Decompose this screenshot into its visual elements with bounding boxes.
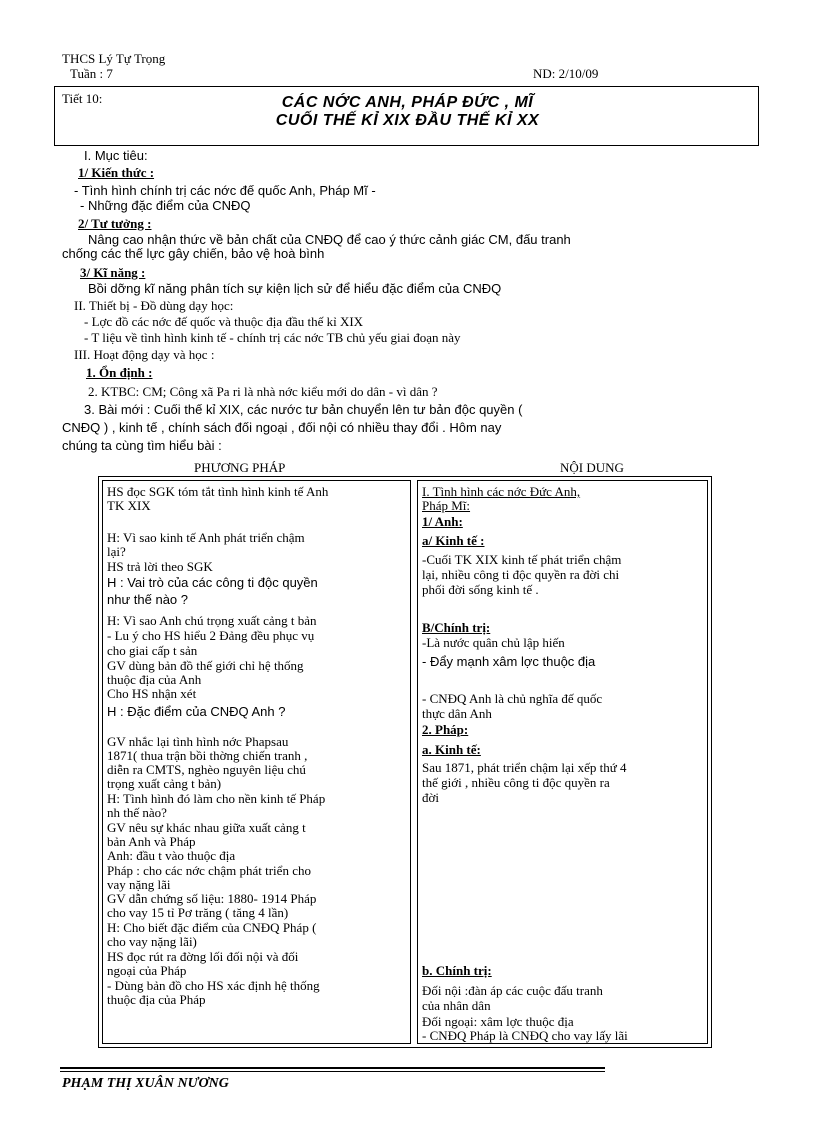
lesson-title-box: [54, 86, 759, 146]
content-line: 2. Pháp:: [422, 722, 469, 737]
intro-line: I. Mục tiêu:: [84, 148, 148, 163]
content-column: [417, 480, 708, 1044]
method-line: thuộc địa của Anh: [107, 672, 202, 687]
method-line: nh thế nào?: [107, 805, 167, 820]
intro-line: - Những đặc điểm của CNĐQ: [80, 198, 251, 213]
content-line: thế giới , nhiều công ti độc quyền ra: [422, 775, 610, 790]
intro-line: 3/ Kĩ năng :: [80, 265, 146, 280]
method-line: GV dùng bản đồ thế giới chỉ hệ thống: [107, 658, 304, 673]
method-line: H: Vì sao Anh chú trọng xuất cảng t bản: [107, 613, 317, 628]
method-line: H : Đặc điểm của CNĐQ Anh ?: [107, 704, 286, 719]
intro-line: II. Thiết bị - Đồ dùng dạy học:: [74, 298, 234, 313]
content-line: - Đẩy mạnh xâm lợc thuộc địa: [422, 654, 596, 669]
intro-line: - T liệu về tình hình kinh tế - chính trị các nớc TB chủ yếu giai đoạn này: [84, 330, 461, 345]
method-column: [102, 480, 411, 1044]
content-line: -Cuối TK XIX kinh tế phát triển chậm: [422, 552, 622, 567]
method-line: HS trả lời theo SGK: [107, 559, 213, 574]
content-line: - CNĐQ Anh là chủ nghĩa đế quốc: [422, 691, 603, 706]
method-line: như thế nào ?: [107, 592, 188, 607]
column-header-content: NỘI DUNG: [560, 460, 624, 475]
method-line: vay nặng lãi: [107, 877, 171, 892]
intro-line: 1/ Kiến thức :: [78, 165, 155, 180]
method-line: HS đọc SGK tóm tắt tình hình kinh tế Anh: [107, 484, 329, 499]
method-line: - Lu ý cho HS hiểu 2 Đảng đều phục vụ: [107, 628, 315, 643]
column-header-method: PHƯƠNG PHÁP: [194, 460, 286, 475]
method-line: cho giai cấp t sản: [107, 643, 198, 658]
method-line: diễn ra CMTS, nghèo nguyên liệu chú: [107, 762, 306, 777]
method-line: GV dẫn chứng số liệu: 1880- 1914 Pháp: [107, 891, 317, 906]
method-line: Pháp : cho các nớc chậm phát triển cho: [107, 863, 311, 878]
content-line: -Là nước quân chủ lập hiến: [422, 635, 565, 650]
content-line: B/Chính trị:: [422, 620, 491, 635]
method-line: GV nhắc lại tình hình nớc Phapsau: [107, 734, 289, 749]
lesson-number: Tiết 10:: [62, 91, 103, 106]
intro-line: chúng ta cùng tìm hiểu bài :: [62, 438, 222, 453]
lesson-table: [98, 476, 712, 1048]
intro-line: Bồi dỡng kĩ năng phân tích sự kiện lịch sử để hiểu đặc điểm của CNĐQ: [88, 281, 502, 296]
method-line: Cho HS nhận xét: [107, 686, 197, 701]
method-line: cho vay 15 tỉ Pơ trăng ( tăng 4 lần): [107, 905, 289, 920]
content-line: đời: [422, 790, 439, 805]
method-line: thuộc địa của Pháp: [107, 992, 206, 1007]
method-line: bản Anh và Pháp: [107, 834, 196, 849]
content-line: I. Tình hình các nớc Đức Anh,: [422, 484, 581, 499]
content-line: Đối ngoại: xâm lợc thuộc địa: [422, 1014, 574, 1029]
content-line: b. Chính trị:: [422, 963, 492, 978]
lesson-title-line2: CUỐI THẾ KỈ XIX ĐẦU THẾ KỈ XX: [275, 112, 540, 129]
intro-line: - Lợc đồ các nớc đế quốc và thuộc địa đầu thế kỉ XIX: [84, 314, 364, 329]
method-line: H: Cho biết đặc điểm của CNĐQ Pháp (: [107, 920, 317, 935]
intro-line: 1. Ổn định :: [86, 365, 153, 380]
intro-line: 3. Bài mới : Cuối thế kỉ XIX, các nước tư bản chuyển lên tư bản độc quyền (: [84, 402, 523, 417]
date-label: ND: 2/10/09: [533, 66, 599, 81]
method-line: trọng xuất cảng t bản): [107, 776, 222, 791]
method-line: - Dùng bản đồ cho HS xác định hệ thống: [107, 978, 320, 993]
content-line: Pháp Mĩ:: [422, 498, 471, 513]
footer-rule: [60, 1067, 605, 1069]
method-line: H: Tình hình đó làm cho nền kinh tế Pháp: [107, 791, 326, 806]
method-line: H : Vai trò của các công ti độc quyền: [107, 575, 318, 590]
author-name: PHẠM THỊ XUÂN NƯƠNG: [62, 1076, 229, 1091]
intro-line: 2. KTBC: CM; Công xã Pa ri là nhà nớc kiểu mới do dân - vì dân ?: [88, 384, 438, 399]
method-line: H: Vì sao kinh tế Anh phát triển chậm: [107, 530, 305, 545]
intro-line: III. Hoạt động dạy và học :: [74, 347, 215, 362]
school-name: THCS Lý Tự Trọng: [62, 51, 166, 66]
content-line: lại, nhiều công ti độc quyền ra đời chi: [422, 567, 620, 582]
content-line: - CNĐQ Pháp là CNĐQ cho vay lấy lãi: [422, 1028, 628, 1043]
method-line: ngoại của Pháp: [107, 963, 187, 978]
content-line: a/ Kinh tế :: [422, 533, 485, 548]
content-line: Sau 1871, phát triển chậm lại xếp thứ 4: [422, 760, 627, 775]
method-line: Anh: đầu t vào thuộc địa: [107, 848, 236, 863]
method-line: lại?: [107, 544, 126, 559]
method-line: 1871( thua trận bồi thờng chiến tranh ,: [107, 748, 308, 763]
content-line: của nhân dân: [422, 998, 491, 1013]
lesson-title-line1: CÁC NỚC ANH, PHÁP ĐỨC , MĨ: [281, 94, 534, 111]
intro-line: - Tình hình chính trị các nớc đế quốc Anh, Pháp Mĩ -: [74, 183, 376, 198]
content-line: phối đời sống kinh tế .: [422, 582, 539, 597]
footer-rule-thin: [60, 1071, 605, 1072]
content-line: 1/ Anh:: [422, 514, 463, 529]
method-line: cho vay nặng lãi): [107, 934, 197, 949]
intro-line: 2/ Tư tưởng :: [78, 216, 152, 231]
method-line: HS đọc rút ra đờng lối đối nội và đối: [107, 949, 299, 964]
method-line: GV nêu sự khác nhau giữa xuất cảng t: [107, 820, 306, 835]
content-line: thực dân Anh: [422, 706, 492, 721]
week-label: Tuần : 7: [70, 66, 113, 81]
intro-line: chống các thế lực gây chiến, bảo vệ hoà bình: [62, 246, 325, 261]
content-line: a. Kinh tế:: [422, 742, 481, 757]
content-line: Đối nội :đàn áp các cuộc đấu tranh: [422, 983, 603, 998]
intro-line: CNĐQ ) , kinh tế , chính sách đối ngoại , đối nội có nhiều thay đổi . Hôm nay: [62, 420, 502, 435]
method-line: TK XIX: [107, 498, 151, 513]
intro-line: Nâng cao nhận thức về bản chất của CNĐQ để cao ý thức cảnh giác CM, đấu tranh: [88, 232, 571, 247]
